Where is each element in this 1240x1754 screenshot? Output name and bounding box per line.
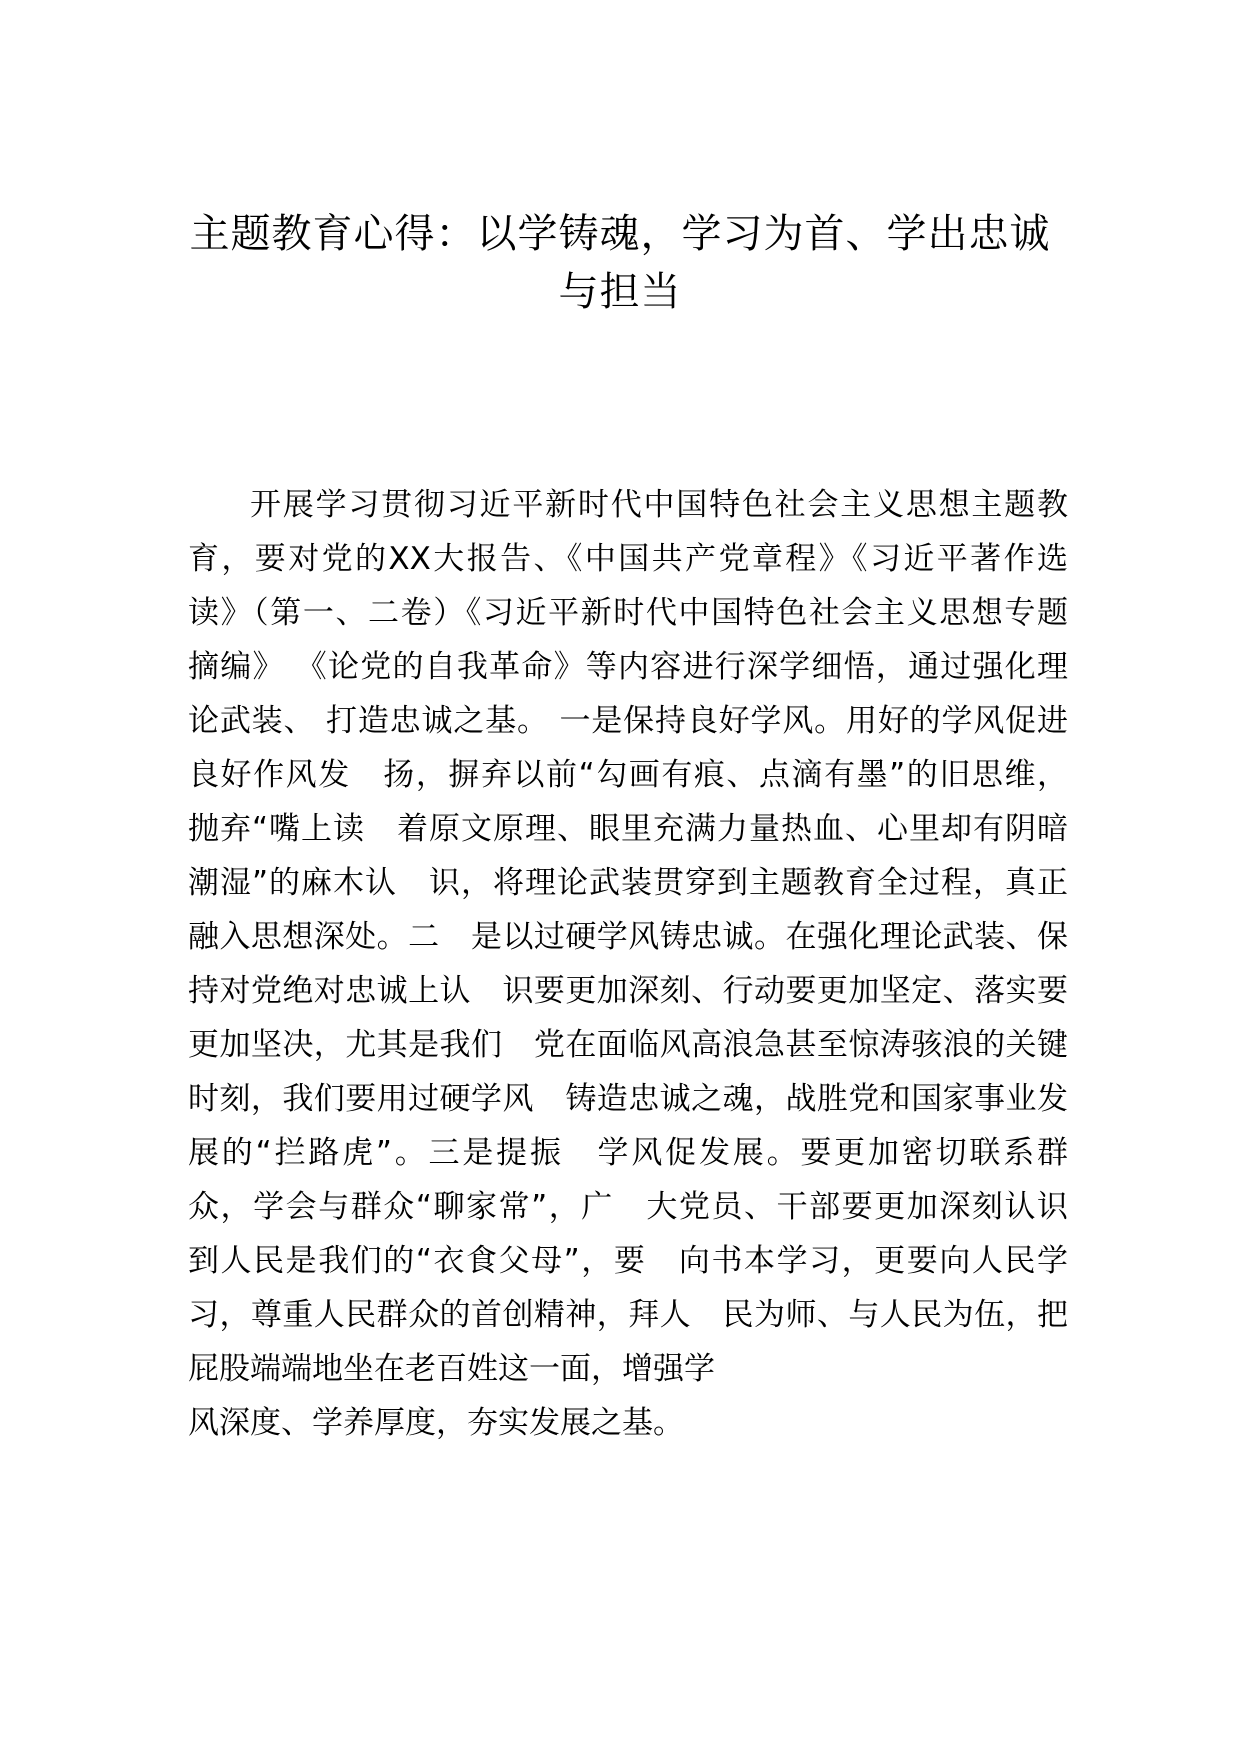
body-line-7: 抛弃“嘴上读 着原文原理、眼里充满力量热血、心里却有阴暗 xyxy=(188,811,1068,847)
body-line-6: 良好作风发 扬，摒弃以前“勾画有痕、点滴有墨”的旧思维， xyxy=(188,757,1068,793)
body-line-16: 习，尊重人民群众的首创精神，拜人 民为师、与人民为伍，把 xyxy=(188,1297,1068,1333)
body-line-8: 潮湿”的麻木认 识，将理论武装贯穿到主题教育全过程，真正 xyxy=(188,865,1068,901)
body-line-4: 摘编》 《论党的自我革命》等内容进行深学细悟，通过强化理 xyxy=(188,649,1068,685)
body-line-11: 更加坚决，尤其是我们 党在面临风高浪急甚至惊涛骇浪的关键 xyxy=(188,1027,1068,1063)
body-line-9: 融入思想深处。二 是以过硬学风铸忠诚。在强化理论武装、保 xyxy=(188,919,1068,955)
body-line-3: 读》（第一、二卷）《习近平新时代中国特色社会主义思想专题 xyxy=(188,595,1068,631)
body-line-2: 育，要对党的XX大报告、《中国共产党章程》《习近平著作选 xyxy=(188,541,1068,577)
body-line-18: 风深度、学养厚度，夯实发展之基。 xyxy=(188,1405,684,1441)
body-line-14: 众，学会与群众“聊家常”，广 大党员、干部要更加深刻认识 xyxy=(188,1189,1068,1225)
body-line-1: 开展学习贯彻习近平新时代中国特色社会主义思想主题教 xyxy=(250,487,1068,523)
document-body xyxy=(188,478,1068,1450)
body-line-13: 展的“拦路虎”。三是提振 学风促发展。要更加密切联系群 xyxy=(188,1135,1068,1171)
body-line-17: 屁股端端地坐在老百姓这一面，增强学 xyxy=(188,1351,715,1387)
body-line-15: 到人民是我们的“衣食父母”，要 向书本学习，更要向人民学 xyxy=(188,1243,1068,1279)
title-line-1: 主题教育心得：以学铸魂，学习为首、学出忠诚 xyxy=(189,211,1051,257)
body-line-10: 持对党绝对忠诚上认 识要更加深刻、行动要更加坚定、落实要 xyxy=(188,973,1068,1009)
body-line-5: 论武装、 打造忠诚之基。 一是保持良好学风。用好的学风促进 xyxy=(188,703,1068,739)
document-title xyxy=(180,205,1060,321)
title-line-2: 与担当 xyxy=(558,269,682,315)
body-line-12: 时刻，我们要用过硬学风 铸造忠诚之魂，战胜党和国家事业发 xyxy=(188,1081,1068,1117)
